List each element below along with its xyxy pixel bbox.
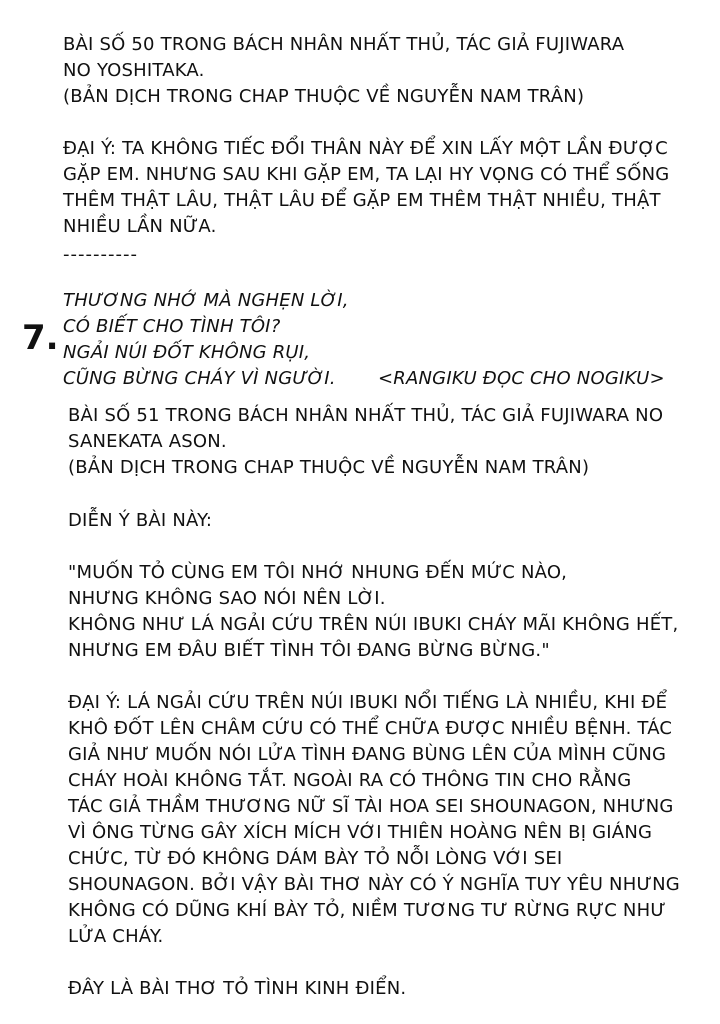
text-line: NHIỀU LẦN NỮA. xyxy=(63,216,217,237)
text-line: GIẢ NHƯ MUỐN NÓI LỬA TÌNH ĐANG BÙNG LÊN CỦA MÌNH CŨNG xyxy=(68,744,667,765)
text-line: KHÔNG NHƯ LÁ NGẢI CỨU TRÊN NÚI IBUKI CHÁY MÃI KHÔNG HẾT, xyxy=(68,614,679,635)
text-line: KHÔ ĐỐT LÊN CHÂM CỨU CÓ THỂ CHỮA ĐƯỢC NHIỀU BỆNH. TÁC xyxy=(68,718,673,739)
text-line: CHÁY HOÀI KHÔNG TẮT. NGOÀI RA CÓ THÔNG TIN CHO RẰNG xyxy=(68,770,632,791)
text-line: "MUỐN TỎ CÙNG EM TÔI NHỚ NHUNG ĐẾN MỨC NÀO, xyxy=(68,562,568,583)
text-line: ĐẠI Ý: LÁ NGẢI CỨU TRÊN NÚI IBUKI NỔI TIẾNG LÀ NHIỀU, KHI ĐỂ xyxy=(68,692,668,713)
text-line: BÀI SỐ 50 TRONG BÁCH NHÂN NHẤT THỦ, TÁC GIẢ FUJIWARA xyxy=(63,34,625,55)
text-line: THÊM THẬT LÂU, THẬT LÂU ĐỂ GẶP EM THÊM THẬT NHIỀU, THẬT xyxy=(63,190,661,211)
poem-line: CŨNG BỪNG CHÁY VÌ NGƯỜI. xyxy=(63,368,336,389)
text-line: NHƯNG KHÔNG SAO NÓI NÊN LỜI. xyxy=(68,588,386,609)
text-line: LỬA CHÁY. xyxy=(68,926,164,947)
text-line: BÀI SỐ 51 TRONG BÁCH NHÂN NHẤT THỦ, TÁC GIẢ FUJIWARA NO xyxy=(68,405,664,426)
text-line: NHƯNG EM ĐÂU BIẾT TÌNH TÔI ĐANG BỪNG BỪNG." xyxy=(68,640,550,661)
text-line: (BẢN DỊCH TRONG CHAP THUỘC VỀ NGUYỄN NAM TRÂN) xyxy=(63,86,585,107)
text-line: DIỄN Ý BÀI NÀY: xyxy=(68,510,213,531)
poem-line: THƯƠNG NHỚ MÀ NGHẸN LỜI, xyxy=(63,290,349,311)
text-line: TÁC GIẢ THẦM THƯƠNG NỮ SĨ TÀI HOA SEI SHOUNAGON, NHƯNG xyxy=(68,796,674,817)
text-line: ĐÂY LÀ BÀI THƠ TỎ TÌNH KINH ĐIỂN. xyxy=(68,978,407,999)
poem-line: NGẢI NÚI ĐỐT KHÔNG RỤI, xyxy=(63,342,311,363)
poem-credit: <RANGIKU ĐỌC CHO NOGIKU> xyxy=(378,368,665,389)
text-line: NO YOSHITAKA. xyxy=(63,60,205,81)
text-line: SANEKATA ASON. xyxy=(68,431,227,452)
text-line: ĐẠI Ý: TA KHÔNG TIẾC ĐỔI THÂN NÀY ĐỂ XIN LẤY MỘT LẦN ĐƯỢC xyxy=(63,138,668,159)
text-line: GẶP EM. NHƯNG SAU KHI GẶP EM, TA LẠI HY VỌNG CÓ THỂ SỐNG xyxy=(63,164,670,185)
text-line: (BẢN DỊCH TRONG CHAP THUỘC VỀ NGUYỄN NAM TRÂN) xyxy=(68,457,590,478)
text-line: KHÔNG CÓ DŨNG KHÍ BÀY TỎ, NIỀM TƯƠNG TƯ RỪNG RỰC NHƯ xyxy=(68,900,666,921)
text-line: VÌ ÔNG TỪNG GÂY XÍCH MÍCH VỚI THIÊN HOÀNG NÊN BỊ GIÁNG xyxy=(68,822,653,843)
text-line: SHOUNAGON. BỞI VẬY BÀI THƠ NÀY CÓ Ý NGHĨA TUY YÊU NHƯNG xyxy=(68,874,680,895)
text-line: CHỨC, TỪ ĐÓ KHÔNG DÁM BÀY TỎ NỖI LÒNG VỚI SEI xyxy=(68,848,563,869)
poem-line: CÓ BIẾT CHO TÌNH TÔI? xyxy=(63,316,281,337)
section-number: 7. xyxy=(22,318,59,358)
divider: ---------- xyxy=(63,244,138,265)
